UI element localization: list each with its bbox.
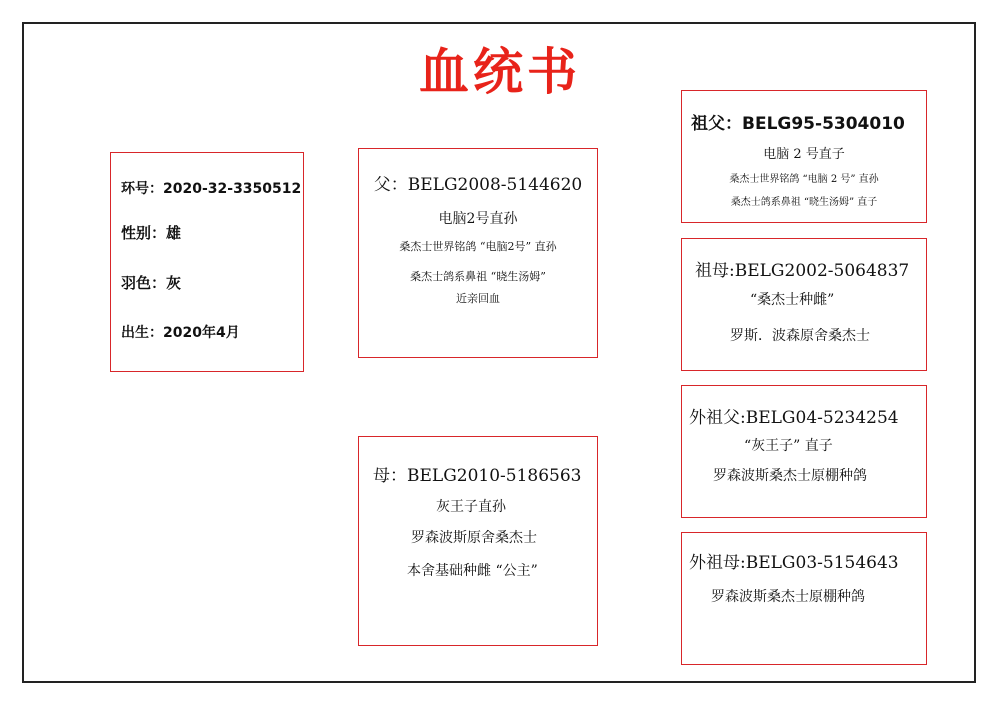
paternal-grandsire-line-3: 桑杰士鸽系鼻祖 “晓生汤姆” 直子: [730, 197, 878, 208]
paternal-granddam-line-2: 罗斯．波森原舍桑杰士: [730, 328, 870, 344]
maternal-granddam-line-1: 罗森波斯桑杰士原棚种鸽: [711, 589, 865, 605]
paternal-granddam-line-1: “桑杰士种雌”: [750, 292, 835, 308]
dam-card: [358, 436, 598, 646]
paternal-grandsire-card: [681, 90, 927, 223]
maternal-grandsire-name: 外祖父:BELG04-5234254: [689, 408, 899, 428]
paternal-grandsire-line-1: 电脑 2 号直子: [763, 147, 845, 162]
maternal-grandsire-line-1: “灰王子” 直子: [744, 438, 833, 454]
dam-name: 母：BELG2010-5186563: [373, 466, 582, 486]
paternal-granddam-name: 祖母:BELG2002-5064837: [695, 261, 910, 281]
paternal-grandsire-name: 祖父：BELG95-5304010: [691, 114, 905, 134]
ring-number: 环号：2020-32-3350512: [121, 181, 302, 197]
dam-line-1: 灰王子直孙: [436, 499, 506, 515]
sex: 性别：雄: [121, 224, 182, 242]
paternal-grandsire-line-2: 桑杰士世界铭鸽 “电脑 2 号” 直孙: [729, 174, 879, 185]
sire-line-1: 电脑2号直孙: [438, 211, 518, 227]
maternal-granddam-card: [681, 532, 927, 665]
dam-line-3: 本舍基础种雌 “公主”: [407, 563, 538, 579]
maternal-grandsire-line-2: 罗森波斯桑杰士原棚种鸽: [713, 468, 867, 484]
paternal-granddam-card: [681, 238, 927, 371]
sire-line-3: 桑杰士鸽系鼻祖 “晓生汤姆”: [410, 270, 546, 283]
dam-line-2: 罗森波斯原舍桑杰士: [411, 530, 537, 546]
maternal-grandsire-card: [681, 385, 927, 518]
sire-name: 父：BELG2008-5144620: [373, 175, 583, 195]
feather-color: 羽色：灰: [121, 274, 182, 292]
maternal-granddam-name: 外祖母:BELG03-5154643: [689, 553, 899, 573]
sire-line-2: 桑杰士世界铭鸽 “电脑2号” 直孙: [399, 240, 557, 253]
sire-card: [358, 148, 598, 358]
birth-date: 出生：2020年4月: [121, 325, 240, 341]
sire-line-4: 近亲回血: [456, 292, 500, 305]
page-title: 血统书: [419, 43, 581, 101]
bird-info-card: [110, 152, 304, 372]
